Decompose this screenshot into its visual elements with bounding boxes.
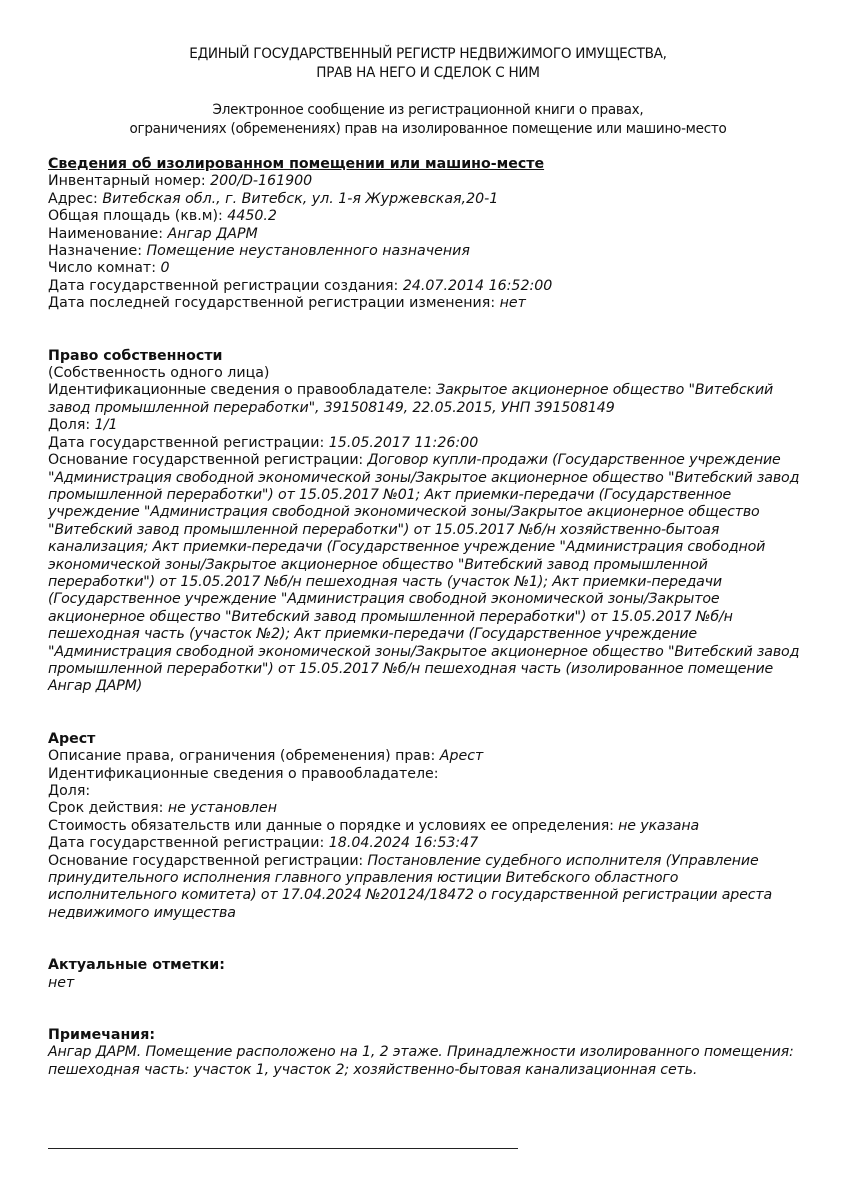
field-label: Идентификационные сведения о правообладателе: bbox=[48, 765, 439, 782]
field-value: 15.05.2017 11:26:00 bbox=[328, 434, 479, 451]
field-total-area bbox=[48, 208, 808, 225]
field-purpose bbox=[48, 243, 808, 260]
spacer bbox=[48, 922, 808, 957]
field-value: 24.07.2014 16:52:00 bbox=[402, 277, 553, 294]
field-value: Помещение неустановленного назначения bbox=[146, 243, 470, 260]
field-label: Доля: bbox=[48, 417, 95, 434]
document-page bbox=[48, 44, 808, 1079]
current-marks-value: нет bbox=[48, 974, 75, 991]
field-value: Ангар ДАРМ bbox=[167, 225, 258, 242]
field-rightholder-id bbox=[48, 766, 808, 783]
field-value: нет bbox=[499, 295, 526, 312]
field-value: 4450.2 bbox=[227, 208, 277, 225]
field-encumbrance-description bbox=[48, 748, 808, 765]
field-value: 200/D-161900 bbox=[210, 173, 313, 190]
field-value: 0 bbox=[160, 260, 170, 277]
field-label: Идентификационные сведения о правообладателе: bbox=[48, 382, 437, 399]
ownership-section-title: Право собственности bbox=[48, 347, 223, 364]
current-marks-section bbox=[48, 957, 808, 992]
arrest-section bbox=[48, 731, 808, 922]
field-label: Инвентарный номер: bbox=[48, 173, 211, 190]
field-label: Общая площадь (кв.м): bbox=[48, 208, 228, 225]
field-rightholder-id bbox=[48, 382, 808, 417]
field-address bbox=[48, 191, 808, 208]
arrest-section-title: Арест bbox=[48, 730, 96, 747]
field-label: Число комнат: bbox=[48, 260, 161, 277]
document-subtitle bbox=[75, 100, 782, 138]
field-inventory-number bbox=[48, 173, 808, 190]
spacer bbox=[48, 992, 808, 1027]
field-label: Описание права, ограничения (обременения) прав: bbox=[48, 748, 440, 765]
property-section-title: Сведения об изолированном помещении или машино-месте bbox=[48, 156, 545, 172]
field-registration-date bbox=[48, 835, 808, 852]
notes-title: Примечания: bbox=[48, 1027, 156, 1044]
field-value: 1/1 bbox=[94, 417, 118, 434]
property-section bbox=[48, 156, 808, 313]
notes-section bbox=[48, 1027, 808, 1079]
field-validity-period bbox=[48, 800, 808, 817]
field-label: Адрес: bbox=[48, 190, 103, 207]
field-registration-basis bbox=[48, 452, 808, 696]
field-room-count bbox=[48, 260, 808, 277]
field-label: Назначение: bbox=[48, 243, 147, 260]
field-value: Арест bbox=[439, 748, 484, 765]
field-share bbox=[48, 783, 808, 800]
subtitle-line-2: ограничениях (обременениях) прав на изолированное помещение или машино-место bbox=[129, 120, 727, 137]
field-label: Основание государственной регистрации: bbox=[48, 452, 368, 469]
field-label: Дата государственной регистрации: bbox=[48, 434, 329, 451]
field-registration-basis bbox=[48, 853, 808, 923]
field-value: 18.04.2024 16:53:47 bbox=[328, 835, 479, 852]
field-value: Договор купли-продажи (Государственное учреждение "Администрация свободной экономической зоны/Закрытое акционерное общество "Витебский завод промышленной переработки") от 15.05.2017 №01; Акт приемки-передачи (Государственное учреждение "Администрация свободной экономической зоны/Закрытое акционерное общество "Витебский завод промышленной переработки") от 15.05.2017 №б/н хозяйственно-бытоая канализация; Акт приемки-передачи (Государственное учреждение "Администрация свободной экономической зоны/Закрытое акционерное общество "Витебский завод промышленной переработки") от 15.05.2017 №б/н пешеходная часть (участок №1); Акт приемки-передачи (Государственное учреждение "Администрация свободной экономической зоны/Закрытое акционерное общество "Витебский завод промышленной переработки") от 15.05.2017 №б/н пешеходная часть (участок №2); Акт приемки-передачи (Государственное учреждение "Администрация свободной экономической зоны/Закрытое акционерное общество "Витебский завод промышленной переработки") от 15.05.2017 №б/н пешеходная часть (изолированное помещение Ангар ДАРМ) bbox=[48, 452, 800, 695]
ownership-section bbox=[48, 348, 808, 696]
current-marks-title: Актуальные отметки: bbox=[48, 957, 225, 974]
field-registration-date bbox=[48, 435, 808, 452]
field-name bbox=[48, 226, 808, 243]
subtitle-line-1: Электронное сообщение из регистрационной книги о правах, bbox=[212, 101, 644, 118]
registry-title-line-2: ПРАВ НА НЕГО И СДЕЛОК С НИМ bbox=[316, 64, 540, 81]
field-label: Дата государственной регистрации: bbox=[48, 835, 329, 852]
field-obligation-cost bbox=[48, 818, 808, 835]
notes-value: Ангар ДАРМ. Помещение расположено на 1, 2 этаже. Принадлежности изолированного помещения: пешеходная часть: участок 1, участок 2; хозяйственно-бытовая канализационная сеть. bbox=[48, 1044, 794, 1078]
field-value: Постановление судебного исполнителя (Управление принудительного исполнения главного управления юстиции Витебского областного исполнительного комитета) от 17.04.2024 №20124/18472 о государственной регистрации ареста недвижимого имущества bbox=[48, 852, 773, 921]
field-label: Срок действия: bbox=[48, 800, 168, 817]
field-value: Витебская обл., г. Витебск, ул. 1-я Журжевская,20-1 bbox=[102, 190, 499, 207]
spacer bbox=[48, 313, 808, 348]
field-last-change-registration-date bbox=[48, 295, 808, 312]
registry-title-line-1: ЕДИНЫЙ ГОСУДАРСТВЕННЫЙ РЕГИСТР НЕДВИЖИМОГО ИМУЩЕСТВА, bbox=[189, 45, 667, 62]
field-value: не указана bbox=[618, 817, 700, 834]
field-label: Дата последней государственной регистрации изменения: bbox=[48, 295, 500, 312]
field-share bbox=[48, 417, 808, 434]
field-label: Дата государственной регистрации создания: bbox=[48, 277, 403, 294]
field-label: Основание государственной регистрации: bbox=[48, 852, 368, 869]
field-creation-registration-date bbox=[48, 278, 808, 295]
field-value: не установлен bbox=[167, 800, 277, 817]
signature-divider bbox=[48, 1148, 518, 1149]
ownership-type: (Собственность одного лица) bbox=[48, 365, 270, 382]
spacer bbox=[48, 696, 808, 731]
document-header bbox=[75, 44, 782, 82]
field-label: Доля: bbox=[48, 783, 91, 799]
field-label: Наименование: bbox=[48, 225, 168, 242]
field-label: Стоимость обязательств или данные о порядке и условиях ее определения: bbox=[48, 817, 619, 834]
field-value: Закрытое акционерное общество "Витебский завод промышленной переработки", 391508149, 22.05.2015, УНП 391508149 bbox=[48, 382, 774, 416]
